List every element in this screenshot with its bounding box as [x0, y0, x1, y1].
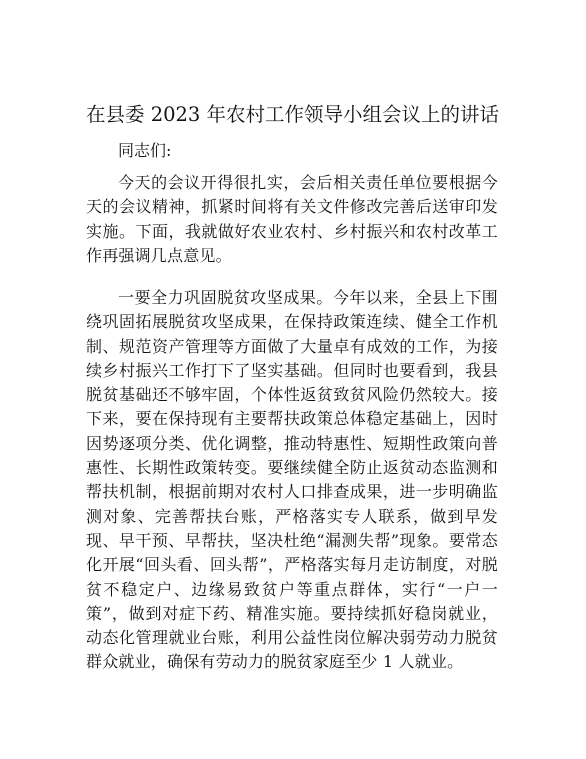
salutation: 同志们:: [118, 141, 172, 160]
paragraph-opening: 今天的会议开得很扎实，会后相关责任单位要根据今天的会议精神，抓紧时间将有关文件修改完善后送审印发实施。下面，我就做好农业农村、乡村振兴和农村改革工作再强调几点意见。: [86, 173, 498, 265]
document-title: 在县委 2023 年农村工作领导小组会议上的讲话: [86, 103, 500, 126]
paragraph-consolidate-poverty-alleviation: 一要全力巩固脱贫攻坚成果。今年以来，全县上下围绕巩固拓展脱贫攻坚成果，在保持政策连续、健全工作机制、规范资产管理等方面做了大量卓有成效的工作，为接续乡村振兴工作打下了坚实基础。但同时也要看到，我县脱贫基础还不够牢固，个体性返贫致贫风险仍然较大。接下来，要在保持现有主要帮扶政策总体稳定基础上，因时因势逐项分类、优化调整，推动特惠性、短期性政策向普惠性、长期性政策转变。要继续健全防止返贫动态监测和帮扶机制，根据前期对农村人口排查成果，进一步明确监测对象、完善帮扶台账，严格落实专人联系，做到早发现、早干预、早帮扶，坚决杜绝“漏测失帮”现象。要常态化开展“回头看、回头帮”，严格落实每月走访制度，对脱贫不稳定户、边缘易致贫户等重点群体，实行“一户一策”，做到对症下药、精准实施。要持续抓好稳岗就业，动态化管理就业台账，利用公益性岗位解决弱劳动力脱贫群众就业，确保有劳动力的脱贫家庭至少 1 人就业。: [86, 288, 498, 672]
